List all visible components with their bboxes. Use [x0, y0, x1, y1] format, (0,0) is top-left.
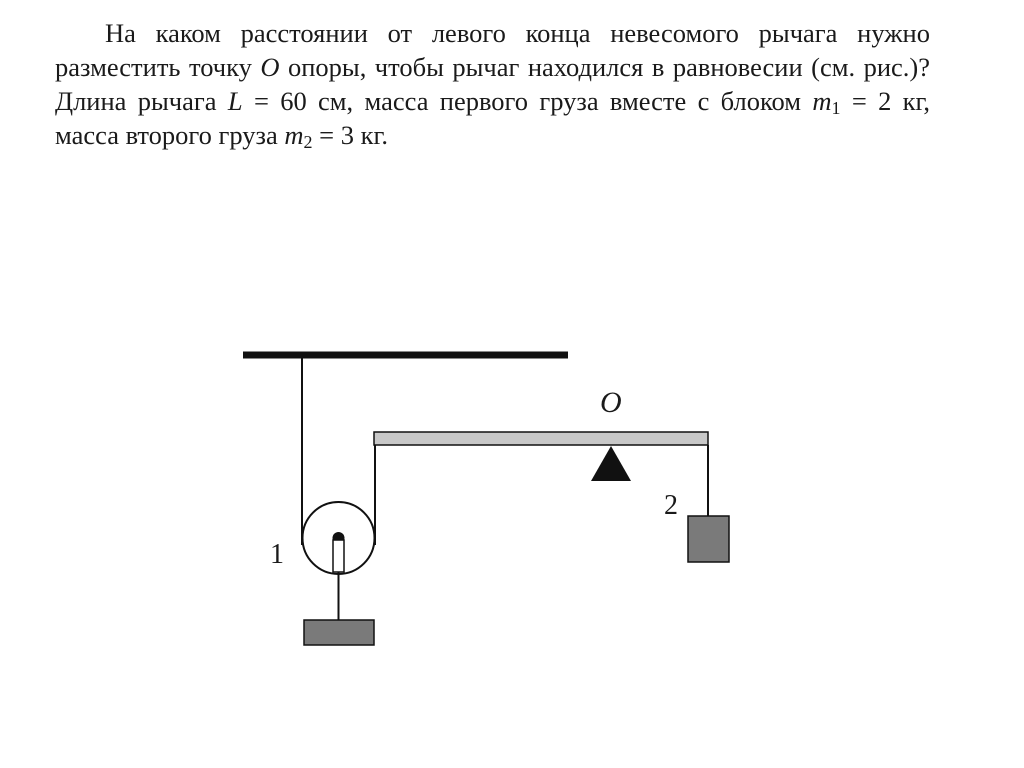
m1-symbol: m — [812, 86, 832, 116]
pulley-bracket — [333, 540, 344, 572]
m2-value: = 3 кг. — [319, 120, 388, 150]
m2-subscript: 2 — [303, 132, 313, 152]
label-load-1: 1 — [270, 539, 284, 570]
m1-value: = 2 кг, масса второго груза — [55, 86, 931, 150]
m2-symbol: m — [284, 120, 304, 150]
label-load-2: 2 — [664, 490, 678, 521]
point-o-symbol: O — [260, 52, 280, 82]
pivot-support — [591, 446, 631, 481]
length-symbol: L — [227, 86, 243, 116]
problem-mid: опоры, чтобы рычаг находился в равновесии (см. рис.)? Длина рычага — [55, 52, 931, 116]
load-2-weight — [688, 516, 729, 562]
problem-intro: На каком расстоянии от левого конца невесомого рычага нужно разместить точку — [55, 18, 930, 82]
length-value: = 60 см, масса первого груза вместе с блоком — [253, 86, 802, 116]
load-1-weight — [304, 620, 374, 645]
m1-subscript: 1 — [831, 98, 841, 118]
label-pivot-o: O — [600, 386, 622, 419]
lever — [374, 432, 708, 445]
